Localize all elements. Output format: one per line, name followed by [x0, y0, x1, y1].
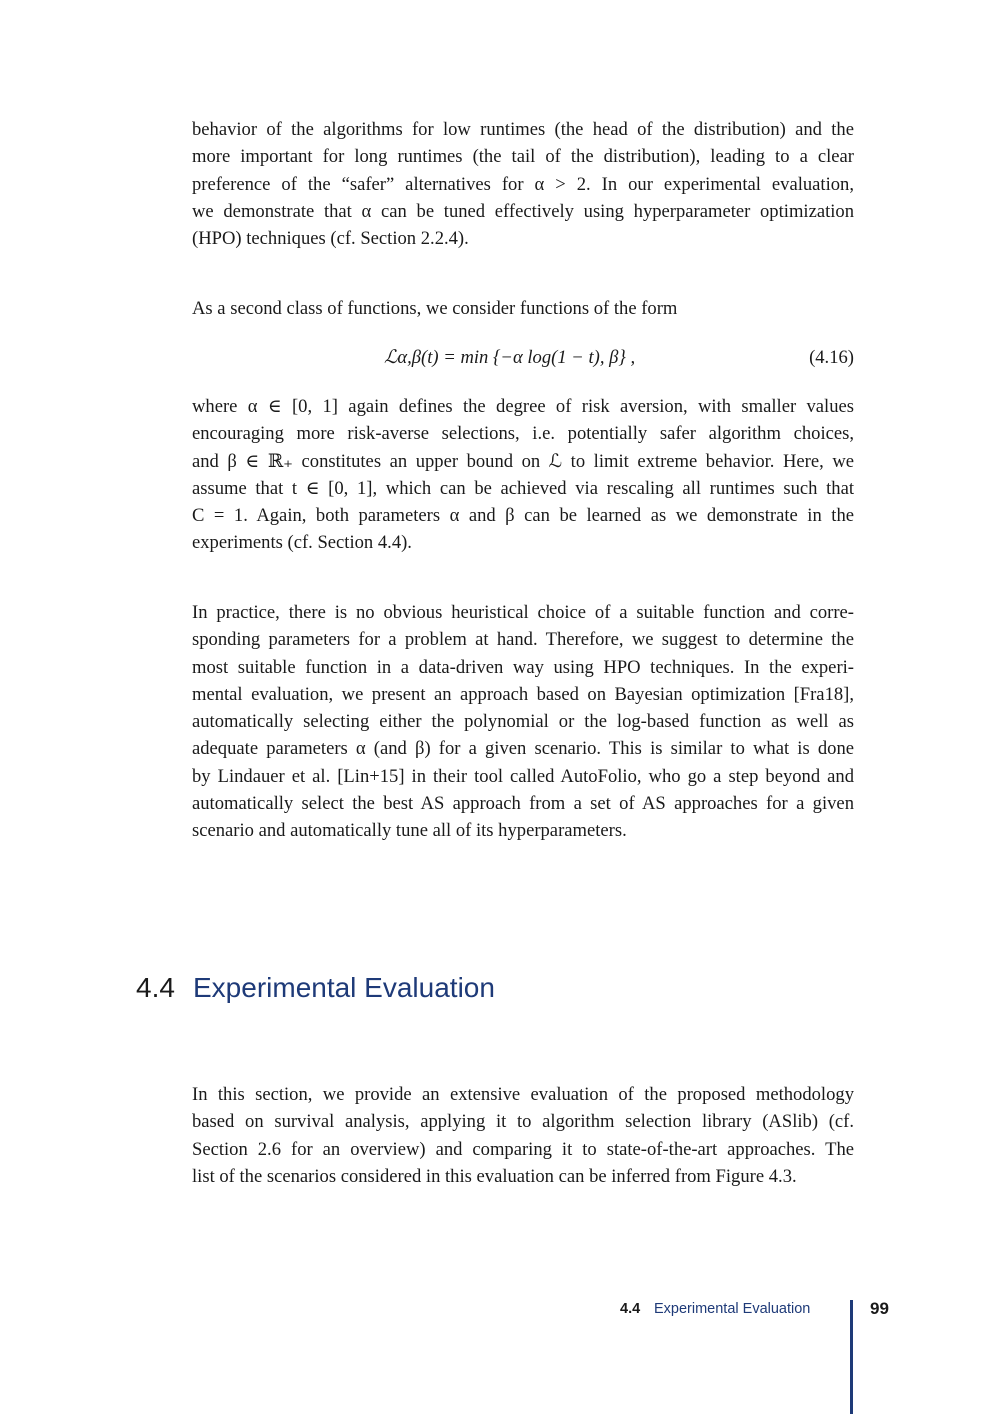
footer-section-title: Experimental Evaluation [654, 1301, 811, 1317]
text-line: most suitable function in a data-driven way using HPO techniques. In the experi- [192, 656, 854, 678]
text-line: (HPO) techniques (cf. Section 2.2.4). [192, 228, 469, 250]
text-line: automatically selecting either the polynomial or the log-based function as well as [192, 711, 854, 733]
section-title: Experimental Evaluation [193, 972, 495, 1003]
paragraph-1 [192, 116, 854, 252]
text-line: based on survival analysis, applying it to algorithm selection library (ASlib) (cf. [192, 1111, 854, 1133]
paragraph-3 [192, 393, 854, 557]
footer-section-number: 4.4 [620, 1301, 641, 1317]
text-line: assume that t ∈ [0, 1], which can be achieved via rescaling all runtimes such that [192, 477, 854, 499]
text-line: sponding parameters for a problem at hand. Therefore, we suggest to determine the [192, 629, 854, 651]
text-line: scenario and automatically tune all of its hyperparameters. [192, 820, 627, 842]
text-line: automatically select the best AS approach from a set of AS approaches for a given [192, 793, 854, 815]
equation-number: (4.16) [809, 347, 854, 368]
text-line: mental evaluation, we present an approach based on Bayesian optimization [Fra18], [192, 683, 854, 705]
text-line: we demonstrate that α can be tuned effectively using hyperparameter optimization [192, 200, 854, 222]
equation-4-16 [192, 343, 854, 373]
paragraph-2 [192, 295, 854, 322]
text-line: where α ∈ [0, 1] again defines the degree of risk aversion, with smaller values [192, 396, 854, 417]
text-line: behavior of the algorithms for low runtimes (the head of the distribution) and the [192, 119, 854, 140]
section-number: 4.4 [136, 972, 175, 1003]
footer-rule [850, 1300, 853, 1414]
paragraph-4 [192, 599, 854, 845]
text-line: C = 1. Again, both parameters α and β can be learned as we demonstrate in the [192, 505, 854, 527]
text-line: more important for long runtimes (the tail of the distribution), leading to a clear [192, 146, 854, 168]
text-line: In this section, we provide an extensive evaluation of the proposed methodology [192, 1084, 854, 1105]
text-line: Section 2.6 for an overview) and comparing it to state-of-the-art approaches. The [192, 1138, 854, 1160]
text-line: encouraging more risk-averse selections, i.e. potentially safer algorithm choices, [192, 423, 854, 445]
text-line: by Lindauer et al. [Lin+15] in their tool called AutoFolio, who go a step beyond and [192, 765, 854, 787]
text-line: and β ∈ ℝ₊ constitutes an upper bound on ℒ to limit extreme behavior. Here, we [192, 450, 854, 472]
text-line: In practice, there is no obvious heuristical choice of a suitable function and corre- [192, 602, 854, 623]
text-line: experiments (cf. Section 4.4). [192, 532, 412, 554]
text-line: preference of the “safer” alternatives for α > 2. In our experimental evaluation, [192, 173, 854, 195]
text-line: As a second class of functions, we consider functions of the form [192, 298, 678, 319]
page-number: 99 [870, 1299, 889, 1318]
text-line: adequate parameters α (and β) for a given scenario. This is similar to what is done [192, 738, 854, 760]
equation-body: ℒα,β(t) = min {−α log(1 − t), β} , [384, 347, 636, 368]
text-line: list of the scenarios considered in this evaluation can be inferred from Figure 4.3. [192, 1165, 797, 1187]
paragraph-5 [192, 1081, 854, 1190]
